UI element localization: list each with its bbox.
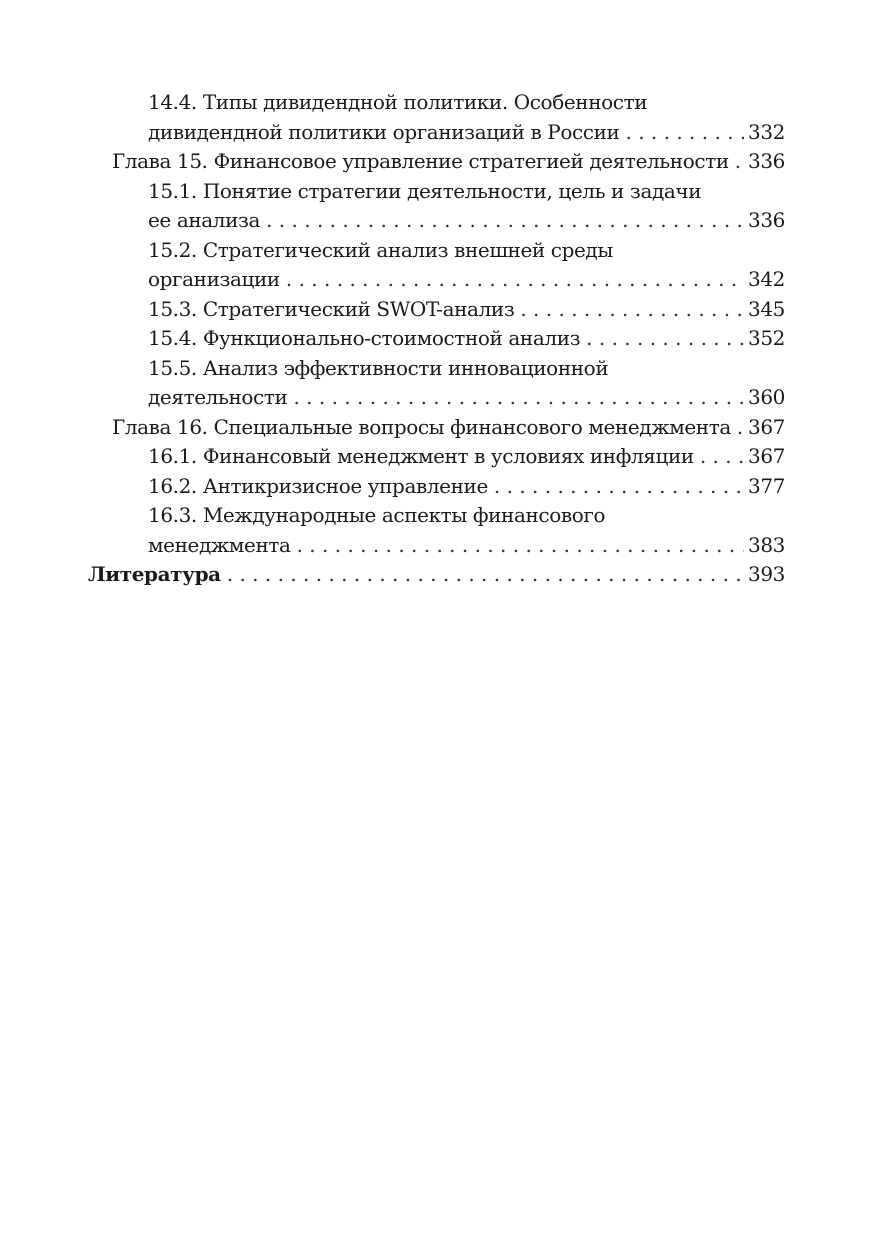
toc-entry-title: 15.4. Функционально-стоимостной анализ xyxy=(148,326,581,350)
toc-entry-title: дивидендной политики организаций в России xyxy=(148,119,620,144)
table-of-contents xyxy=(0,88,875,590)
toc-entry-title: деятельности xyxy=(148,385,288,409)
toc-entry xyxy=(0,324,875,354)
leader-dots xyxy=(586,324,744,354)
toc-entry xyxy=(0,354,875,413)
toc-entry xyxy=(0,88,875,147)
toc-chapter-title: Глава 16. Специальные вопросы финансового менеджмента xyxy=(112,414,731,439)
toc-page-number: 360 xyxy=(748,385,785,409)
toc-page-number: 336 xyxy=(748,149,785,173)
leader-dots xyxy=(625,118,744,148)
toc-references xyxy=(0,560,875,590)
toc-entry xyxy=(0,295,875,325)
toc-entry-title: 15.5. Анализ эффективности инновационной xyxy=(148,355,609,380)
toc-entry xyxy=(0,472,875,502)
toc-entry-title: 14.4. Типы дивидендной политики. Особенности xyxy=(148,90,648,114)
toc-entry-title: менеджмента xyxy=(148,532,291,557)
toc-entry-title: 16.1. Финансовый менеджмент в условиях инфляции xyxy=(148,444,694,468)
toc-entry-title: 16.2. Антикризисное управление xyxy=(148,473,488,498)
toc-references-title: Литература xyxy=(88,562,221,586)
toc-entry-title: 15.1. Понятие стратегии деятельности, цель и задачи xyxy=(148,178,702,203)
leader-dots xyxy=(286,265,744,295)
toc-page-number: 393 xyxy=(748,562,785,586)
leader-dots xyxy=(700,442,744,472)
toc-entry xyxy=(0,177,875,236)
leader-dots xyxy=(737,413,744,443)
toc-page-number: 383 xyxy=(748,532,785,557)
leader-dots xyxy=(227,560,744,590)
leader-dots xyxy=(520,295,744,325)
toc-entry-title: организации xyxy=(148,267,280,291)
toc-page-number: 377 xyxy=(748,473,785,498)
toc-entry xyxy=(0,501,875,560)
toc-chapter-title: Глава 15. Финансовое управление стратегией деятельности xyxy=(112,149,729,173)
leader-dots xyxy=(297,531,744,561)
toc-page-number: 352 xyxy=(748,326,785,350)
toc-chapter xyxy=(0,147,875,177)
toc-page-number: 345 xyxy=(748,296,785,321)
toc-page-number: 336 xyxy=(748,208,785,232)
leader-dots xyxy=(266,206,744,236)
leader-dots xyxy=(494,472,744,502)
toc-chapter xyxy=(0,413,875,443)
toc-entry-title: 16.3. Международные аспекты финансового xyxy=(148,503,606,527)
leader-dots xyxy=(293,383,744,413)
toc-page-number: 367 xyxy=(748,414,785,439)
toc-page-number: 367 xyxy=(748,444,785,468)
toc-page-number: 332 xyxy=(748,119,785,144)
toc-entry xyxy=(0,236,875,295)
toc-entry-title: 15.2. Стратегический анализ внешней среды xyxy=(148,237,613,262)
leader-dots xyxy=(735,147,744,177)
toc-page-number: 342 xyxy=(748,267,785,291)
toc-entry xyxy=(0,442,875,472)
toc-entry-title: 15.3. Стратегический SWOT-анализ xyxy=(148,296,515,321)
toc-entry-title: ее анализа xyxy=(148,208,261,232)
